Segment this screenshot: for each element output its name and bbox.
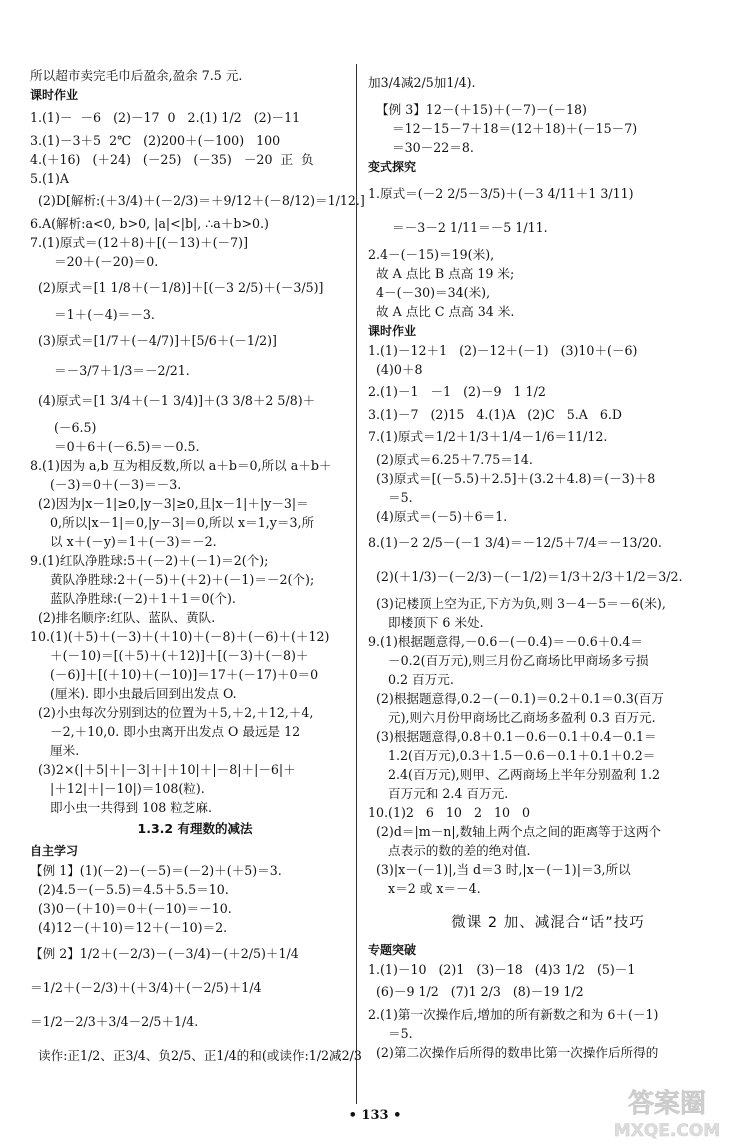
right-line: 专题突破 bbox=[368, 943, 417, 957]
right-line: 元),则六月份甲商场比乙商场多盈利 0.3 百万元. bbox=[368, 710, 656, 725]
right-line: 10.(1)2 6 10 2 10 0 bbox=[368, 805, 531, 820]
left-line: (2)小虫每次分别到达的位置为＋5,＋2,＋12,＋4, bbox=[30, 705, 314, 720]
left-line: (2)因为|x－1|≥0,|y－3|≥0,且|x－1|＋|y－3|＝ bbox=[30, 496, 309, 511]
left-line: ＝1＋(－4)＝－3. bbox=[30, 307, 155, 322]
left-line: 5.(1)A bbox=[30, 171, 69, 186]
right-line: 1.(1)－10 (2)1 (3)－18 (4)3 1/2 (5)－1 bbox=[368, 962, 636, 977]
right-line: 即楼顶下 6 米处. bbox=[368, 615, 484, 630]
left-line: 7.(1)原式＝(12＋8)＋[(－13)＋(－7)] bbox=[30, 235, 248, 250]
right-line: 微课 2 加、减混合“话”技巧 bbox=[451, 915, 645, 931]
right-line: (2)原式＝6.25＋7.75＝14. bbox=[368, 452, 533, 467]
right-line: 2.4(百万元),则甲、乙两商场上半年分别盈利 1.2 bbox=[368, 767, 660, 782]
left-line: 课时作业 bbox=[30, 88, 79, 102]
right-line: (3)|x－(－1)|,当 d＝3 时,|x－(－1)|＝3,所以 bbox=[368, 862, 631, 877]
page-number: • 133 • bbox=[348, 1108, 402, 1123]
left-line: 0,所以|x－1|＝0,|y－3|＝0,所以 x＝1,y＝3,所 bbox=[30, 515, 315, 530]
left-line: 黄队净胜球:2＋(－5)＋(＋2)＋(－1)＝－2(个); bbox=[30, 572, 315, 587]
left-line: (2)4.5－(－5.5)＝4.5＋5.5＝10. bbox=[30, 882, 229, 897]
left-line: ＝1/2－2/3＋3/4－2/5＋1/4. bbox=[30, 1014, 199, 1029]
right-line: ＝5. bbox=[368, 1026, 413, 1041]
svg-text:MXQE.COM: MXQE.COM bbox=[613, 1121, 721, 1141]
right-line: x＝2 或 x＝－4. bbox=[368, 881, 481, 896]
watermark-logo bbox=[592, 1082, 742, 1142]
left-line: ＝20＋(－20)＝0. bbox=[30, 254, 159, 269]
right-line: 1.(1)－12＋1 (2)－12＋(－1) (3)10＋(－6) bbox=[368, 343, 638, 358]
left-line: 厘米. bbox=[30, 743, 80, 758]
left-column bbox=[30, 66, 365, 1073]
right-line: (2)第二次操作后所得的数串比第一次操作后所得的 bbox=[368, 1045, 659, 1060]
left-line: 读作:正1/2、正3/4、负2/5、正1/4的和(或读作:1/2减2/3 bbox=[30, 1048, 362, 1063]
right-line: 2.4－(－15)＝19(米), bbox=[368, 247, 495, 262]
left-line: 即小虫一共得到 108 粒芝麻. bbox=[30, 800, 213, 815]
left-line: 蓝队净胜球:(－2)＋1＋1＝0(个). bbox=[30, 591, 236, 606]
right-line: 7.(1)原式＝1/2＋1/3＋1/4－1/6＝11/12. bbox=[368, 429, 608, 444]
left-line: 以 x＋(－y)＝1＋(－3)＝－2. bbox=[30, 534, 217, 549]
right-line: (3)原式＝[(－5.5)＋2.5]＋(3.2＋4.8)＝(－3)＋8 bbox=[368, 471, 656, 486]
right-line: (3)记楼顶上空为正,下方为负,则 3－4－5＝－6(米), bbox=[368, 596, 666, 611]
left-line: 1.(1)－ －6 (2)－17 0 2.(1) 1/2 (2)－11 bbox=[30, 110, 301, 125]
left-line: 3.(1)－3＋5 2℃ (2)200＋(－100) 100 bbox=[30, 133, 281, 148]
left-line: 自主学习 bbox=[30, 844, 79, 858]
left-line: (3)0－(＋10)＝0＋(－10)＝－10. bbox=[30, 901, 232, 916]
right-line: 8.(1)－2 2/5－(－1 3/4)＝－12/5＋7/4＝－13/20. bbox=[368, 535, 662, 550]
left-line: (3)原式＝[1/7＋(－4/7)]＋[5/6＋(－1/2)] bbox=[30, 333, 277, 348]
right-line: 4－(－30)＝34(米), bbox=[368, 285, 491, 300]
right-line: 课时作业 bbox=[368, 324, 417, 338]
left-line: (2)原式＝[1 1/8＋(－1/8)]＋[(－3 2/5)＋(－3/5)] bbox=[30, 280, 324, 295]
right-line: 2.(1)－1 －1 (2)－9 1 1/2 bbox=[368, 384, 546, 399]
left-line: (2)D[解析:(＋3/4)＋(－2/3)＝＋9/12＋(－8/12)＝1/12.] bbox=[30, 193, 365, 208]
left-line: (4)原式＝[1 3/4＋(－1 3/4)]＋(3 3/8＋2 5/8)＋ bbox=[30, 393, 316, 408]
left-line: 6.A(解析:a<0, b>0, |a|<|b|, ∴a＋b>0.) bbox=[30, 216, 269, 231]
right-line: (3)根据题意得,0.8＋0.1－0.6－0.1＋0.4－0.1＝ bbox=[368, 729, 657, 744]
left-line: ＝1/2＋(－2/3)＋(＋3/4)＋(－2/5)＋1/4 bbox=[30, 980, 262, 995]
right-line: (2)d＝|m－n|,数轴上两个点之间的距离等于这两个 bbox=[368, 824, 662, 839]
right-line: 3.(1)－7 (2)15 4.(1)A (2)C 5.A 6.D bbox=[368, 407, 623, 422]
left-line: 【例 2】1/2＋(－2/3)－(－3/4)－(＋2/5)＋1/4 bbox=[30, 946, 299, 961]
left-line: 4.(＋16) (＋24) (－25) (－35) －20 正 负 bbox=[30, 152, 314, 167]
right-line: ＝5. bbox=[368, 490, 413, 505]
svg-text:答案圈: 答案圈 bbox=[627, 1089, 707, 1119]
left-line: (4)12－(＋10)＝12＋(－10)＝2. bbox=[30, 920, 228, 935]
right-line: 0.2 百万元. bbox=[368, 672, 454, 687]
left-line: ＝0＋6＋(－6.5)＝－0.5. bbox=[30, 439, 200, 454]
left-line: (－6)]＋[(＋10)＋(－10)]＝17＋(－17)＋0＝0 bbox=[30, 667, 319, 682]
right-line: (4)原式＝(－5)＋6＝1. bbox=[368, 509, 508, 524]
right-line: ＝12－15－7＋18＝(12＋18)＋(－15－7) bbox=[368, 121, 638, 136]
right-line: (2)(＋1/3)－(－2/3)－(－1/2)＝1/3＋2/3＋1/2＝3/2. bbox=[368, 569, 683, 584]
left-line: (2)排名顺序:红队、蓝队、黄队. bbox=[30, 610, 216, 625]
right-line: 故 A 点比 B 点高 19 米; bbox=[368, 266, 515, 281]
left-line: (－6.5) bbox=[30, 420, 97, 435]
right-line: 故 A 点比 C 点高 34 米. bbox=[368, 304, 515, 319]
left-line: －2,＋10,0. 即小虫离开出发点 O 最远是 12 bbox=[30, 724, 301, 739]
left-line: 【例 1】(1)(－2)－(－5)＝(－2)＋(＋5)＝3. bbox=[30, 863, 282, 878]
right-line: 变式探究 bbox=[368, 160, 417, 174]
right-line: 9.(1)根据题意得,－0.6－(－0.4)＝－0.6＋0.4＝ bbox=[368, 634, 643, 649]
left-line: ＋(－10)＝[(＋5)＋(＋12)]＋[(－3)＋(－8)＋ bbox=[30, 648, 309, 663]
right-line: 百万元和 2.4 百万元. bbox=[368, 786, 509, 801]
left-line: 所以超市卖完毛巾后盈余,盈余 7.5 元. bbox=[30, 68, 243, 83]
left-line: |＋12|＋|－10|)＝108(粒). bbox=[30, 781, 205, 796]
right-line: 2.(1)第一次操作后,增加的所有新数之和为 6＋(－1) bbox=[368, 1007, 659, 1022]
right-line: 【例 3】12－(＋15)＋(－7)－(－18) bbox=[368, 102, 587, 117]
left-line: 10.(1)(＋5)＋(－3)＋(＋10)＋(－8)＋(－6)＋(＋12) bbox=[30, 629, 330, 644]
right-line: 1.2(百万元),0.3＋1.5－0.6－0.1＋0.1＋0.2＝ bbox=[368, 748, 656, 763]
left-line: (－3)＝0＋(－3)＝－3. bbox=[30, 477, 182, 492]
right-column bbox=[368, 66, 728, 1062]
right-line: －0.2(百万元),则三月份乙商场比甲商场多亏损 bbox=[368, 653, 649, 668]
left-line: 9.(1)红队净胜球:5＋(－2)＋(－1)＝2(个); bbox=[30, 553, 269, 568]
left-line: (厘米). 即小虫最后回到出发点 O. bbox=[30, 686, 237, 701]
right-line: 点表示的数的差的绝对值. bbox=[368, 843, 531, 858]
left-line: ＝－3/7＋1/3＝－2/21. bbox=[30, 363, 190, 378]
right-line: 1.原式＝(－2 2/5－3/5)＋(－3 4/11＋1 3/11) bbox=[368, 186, 634, 201]
left-line: (3)2×(|＋5|＋|－3|＋|＋10|＋|－8|＋|－6|＋ bbox=[30, 762, 296, 777]
left-line: 1.3.2 有理数的减法 bbox=[137, 821, 253, 836]
right-line: ＝－3－2 1/11＝－5 1/11. bbox=[368, 220, 548, 235]
left-line: 8.(1)因为 a,b 互为相反数,所以 a＋b＝0,所以 a＋b＋ bbox=[30, 458, 332, 473]
right-line: ＝30－22＝8. bbox=[368, 140, 474, 155]
right-line: (4)0＋8 bbox=[368, 362, 423, 377]
right-line: 加3/4减2/5加1/4). bbox=[368, 75, 476, 90]
right-line: (2)根据题意得,0.2－(－0.1)＝0.2＋0.1＝0.3(百万 bbox=[368, 691, 664, 706]
right-line: (6)－9 1/2 (7)1 2/3 (8)－19 1/2 bbox=[368, 984, 584, 999]
